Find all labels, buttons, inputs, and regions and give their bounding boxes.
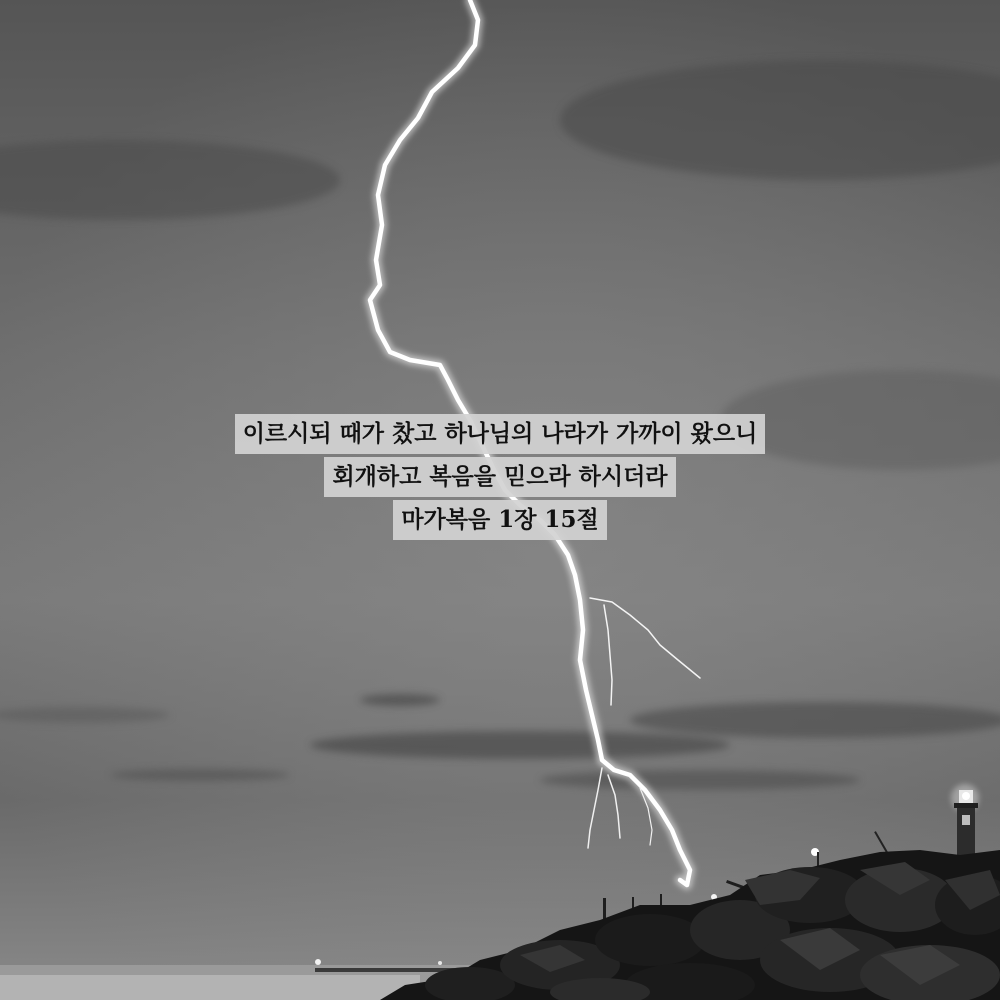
verse-line-1: 이르시되 때가 찼고 하나님의 나라가 가까이 왔으니	[235, 414, 766, 454]
scripture-caption	[0, 414, 1000, 543]
verse-reference: 마가복음 1장 15절	[393, 500, 606, 540]
verse-line-2: 회개하고 복음을 믿으라 하시더라	[324, 457, 675, 497]
